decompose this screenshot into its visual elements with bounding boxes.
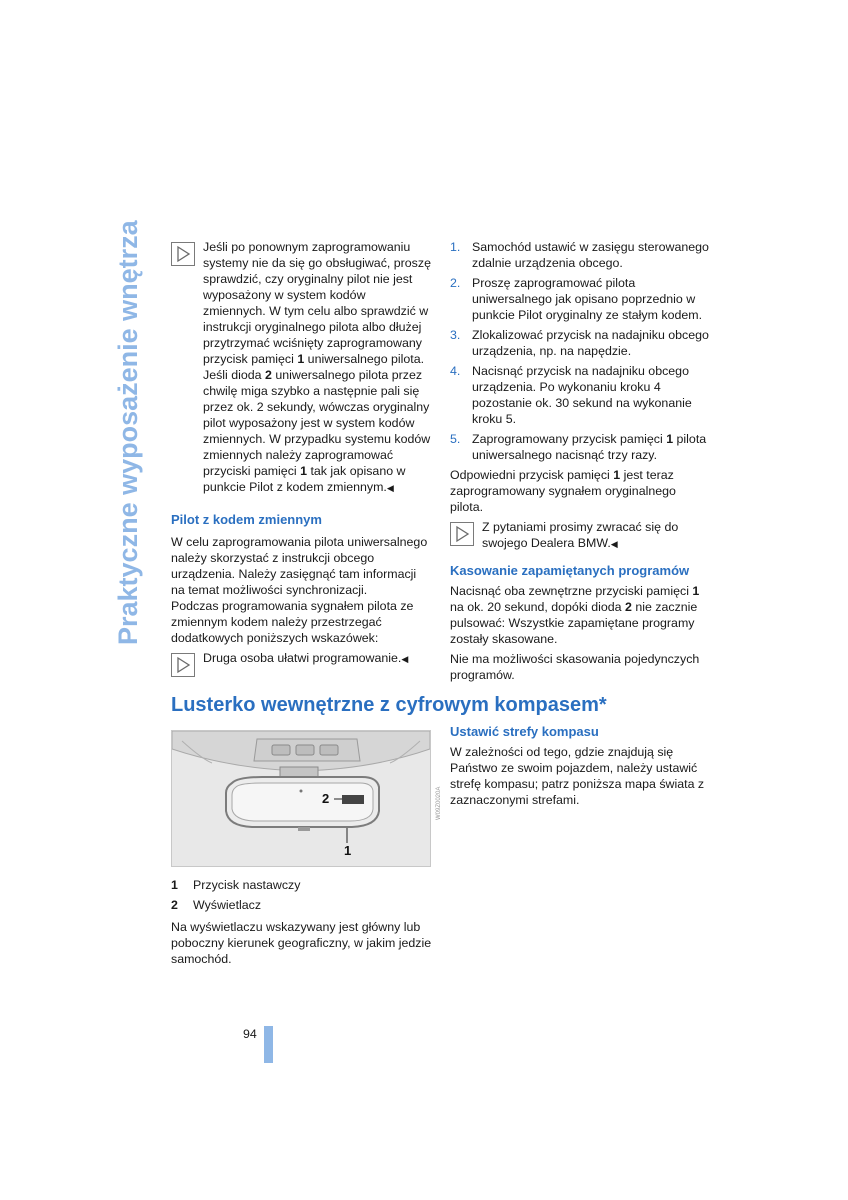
step-text: Nacisnąć przycisk na nadajniku obcego urządzenia. Po wykonaniu kroku 4 pozostanie ok. 30 sekund na wykonanie kroku 5. xyxy=(472,364,692,426)
note-recheck-rolling-code xyxy=(171,239,431,496)
heading-set-compass-zone: Ustawić strefy kompasu xyxy=(450,724,599,739)
note-text-part: Z pytaniami prosimy zwracać się do swojego Dealera BMW. xyxy=(482,520,679,550)
note-text xyxy=(203,239,431,496)
page-marker-bar xyxy=(264,1026,273,1063)
note-text xyxy=(482,519,712,552)
step-item xyxy=(450,275,712,323)
triangle-note-icon xyxy=(171,653,195,677)
note-text-part: Jeśli po ponownym zaprogramowaniu systemy nie da się go obsługiwać, proszę sprawdzić, czy oryginalny pilot nie jest wyposażony w system kodów zmiennych. W tym celu albo sprawdzić w instrukcji oryginalnego pilota albo dłużej przytrzymać wciśnięty zaprogramowany przycisk pamięci xyxy=(203,240,431,366)
page-number: 94 xyxy=(243,1027,257,1041)
bold-ref: 2 xyxy=(265,368,272,382)
paragraph-rolling-notes: Podczas programowania sygnałem pilota ze zmiennym kodem należy przestrzegać dodatkowych poniższych wskazówek: xyxy=(171,599,414,645)
legend-number: 2 xyxy=(171,898,178,912)
step-item xyxy=(450,239,712,271)
note-second-person xyxy=(171,650,431,684)
text-part: na ok. 20 sekund, dopóki dioda xyxy=(450,600,625,614)
bold-ref: 1 xyxy=(692,584,700,598)
paragraph-compass-zone: W zależności od tego, gdzie znajdują się Państwo ze swoim pojazdem, należy ustawić strefę kompasu; patrz poniższa mapa świata z zaznaczonymi strefami. xyxy=(450,745,705,807)
step-text: pilota uniwersalnego nacisnąć trzy razy. xyxy=(472,432,707,462)
end-mark-icon: ◀ xyxy=(386,483,394,493)
paragraph-clear xyxy=(450,583,712,647)
text-part: Nacisnąć oba zewnętrzne przyciski pamięci xyxy=(450,584,693,598)
paragraph-programmed xyxy=(450,467,712,515)
step-text: Zlokalizować przycisk na nadajniku obcego urządzenia, np. na napędzie. xyxy=(472,328,709,358)
legend-text: Wyświetlacz xyxy=(193,898,262,912)
step-item xyxy=(450,431,712,463)
side-chapter-title: Praktyczne wyposażenie wnętrza xyxy=(113,220,143,645)
bold-ref: 1 xyxy=(300,464,307,478)
paragraph-no-single-clear: Nie ma możliwości skasowania pojedynczych programów. xyxy=(450,652,700,682)
text-part: nie zacznie pulsować: Wszystkie zapamiętane programy zostały skasowane. xyxy=(450,600,698,646)
heading-clear-programs: Kasowanie zapamiętanych programów xyxy=(450,563,690,578)
step-number: 3. xyxy=(450,328,461,342)
steps-list xyxy=(450,239,712,463)
legend-item xyxy=(171,897,433,913)
note-text-part: Druga osoba ułatwi programowanie. xyxy=(203,651,402,665)
right-column xyxy=(450,239,712,683)
label-2: 2 xyxy=(322,791,330,806)
label-1: 1 xyxy=(344,843,352,858)
step-text: Zaprogramowany przycisk pamięci xyxy=(472,432,667,446)
step-text: Samochód ustawić w zasięgu sterowanego zdalnie urządzenia obcego. xyxy=(472,240,709,270)
step-item xyxy=(450,363,712,427)
legend-text: Przycisk nastawczy xyxy=(193,878,301,892)
bold-ref: 1 xyxy=(297,352,305,366)
mirror-drawing xyxy=(172,731,430,866)
text-part: jest teraz zaprogramowany sygnałem oryginalnego pilota. xyxy=(450,468,676,514)
figure-legend xyxy=(171,877,433,967)
figure-code: W09Z0020A xyxy=(436,786,442,820)
compass-zone-section xyxy=(450,724,712,808)
legend-number: 1 xyxy=(171,878,178,892)
bold-ref: 1 xyxy=(613,468,621,482)
end-mark-icon: ◀ xyxy=(610,539,618,549)
note-dealer xyxy=(450,519,712,553)
step-number: 4. xyxy=(450,364,461,378)
section-heading-mirror-compass: Lusterko wewnętrzne z cyfrowym kompasem* xyxy=(171,694,607,716)
paragraph-display-direction: Na wyświetlaczu wskazywany jest główny lub poboczny kierunek geograficzny, w jakim jedzie samochód. xyxy=(171,920,432,966)
legend-item xyxy=(171,877,433,893)
step-text: Proszę zaprogramować pilota uniwersalnego jak opisano poprzednio w punkcie Pilot oryginalny ze stałym kodem. xyxy=(472,276,703,322)
end-mark-icon: ◀ xyxy=(401,654,409,664)
step-item xyxy=(450,327,712,359)
step-number: 2. xyxy=(450,276,461,290)
bold-ref: 1 xyxy=(666,432,674,446)
triangle-note-icon xyxy=(450,522,474,546)
heading-rolling-code: Pilot z kodem zmiennym xyxy=(171,512,322,527)
mirror-illustration xyxy=(171,730,431,867)
step-number: 5. xyxy=(450,432,461,446)
triangle-note-icon xyxy=(171,242,195,266)
bold-ref: 2 xyxy=(624,600,632,614)
step-number: 1. xyxy=(450,240,461,254)
note-text-part: uniwersalnego pilota przez chwilę miga szybko a następnie pali się przez ok. 2 sekundy, wówczas oryginalny pilot wyposażony jest w system kodów zmiennych. W przypadku systemu kodów zmiennych należy zaprogramować przyciski pamięci xyxy=(203,368,431,478)
note-text-part: tak jak opisano w punkcie Pilot z kodem zmiennym. xyxy=(203,464,406,494)
note-text xyxy=(203,650,431,667)
left-column xyxy=(171,239,431,684)
note-text-part: uniwersalnego pilota. Jeśli dioda xyxy=(203,352,425,382)
paragraph-rolling-intro: W celu zaprogramowania pilota uniwersalnego należy skorzystać z instrukcji obcego urządzenia. Należy zasięgnąć tam informacji na temat możliwości synchronizacji. xyxy=(171,535,428,597)
text-part: Odpowiedni przycisk pamięci xyxy=(450,468,614,482)
